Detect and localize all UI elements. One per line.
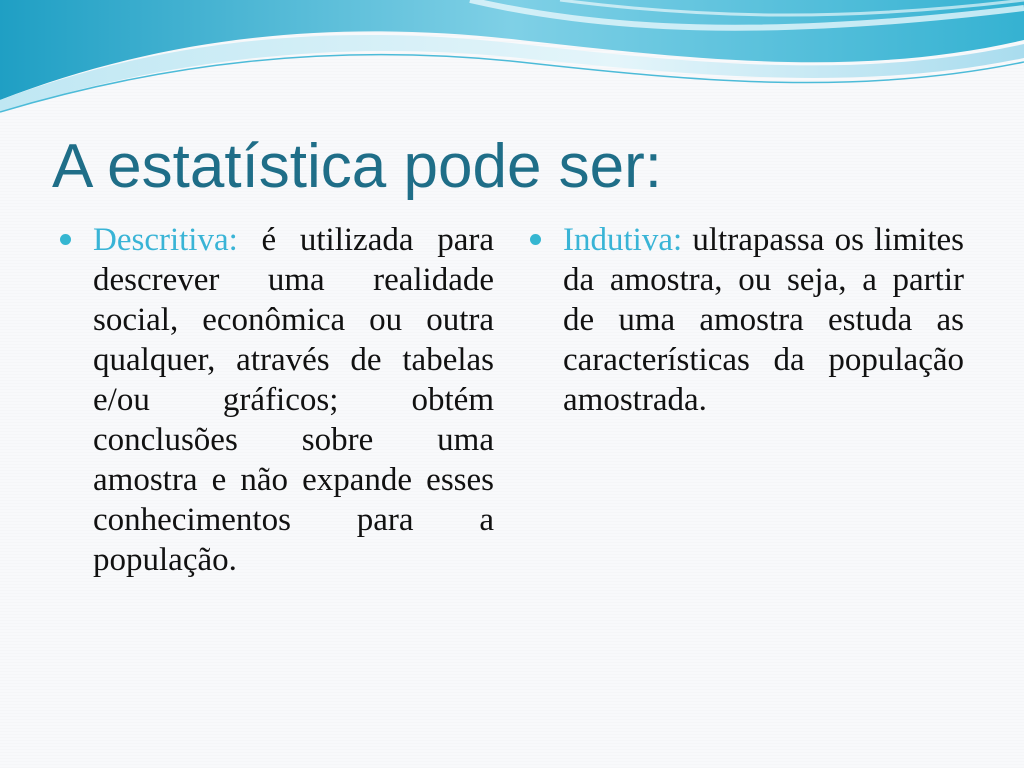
bullet-dot-icon — [530, 234, 541, 245]
slide-title: A estatística pode ser: — [52, 132, 663, 201]
bullet-text-descritiva — [93, 220, 494, 580]
definition-descritiva: é utilizada para descrever uma realidade social, econômica ou outra qualquer, através de tabelas e/ou gráficos; obtém conclusões sobre uma amostra e não expande esses conhecimentos para a população. — [93, 222, 494, 578]
bullet-descritiva — [60, 220, 494, 580]
header-wave-decoration — [0, 0, 1024, 120]
bullet-text-indutiva — [563, 220, 964, 420]
term-indutiva: Indutiva: — [563, 222, 683, 258]
bullet-dot-icon — [60, 234, 71, 245]
term-descritiva: Descritiva: — [93, 222, 238, 258]
bullet-indutiva — [530, 220, 964, 420]
definition-indutiva: ultrapassa os limites da amostra, ou seja, a partir de uma amostra estuda as características da população amostrada. — [563, 222, 964, 418]
